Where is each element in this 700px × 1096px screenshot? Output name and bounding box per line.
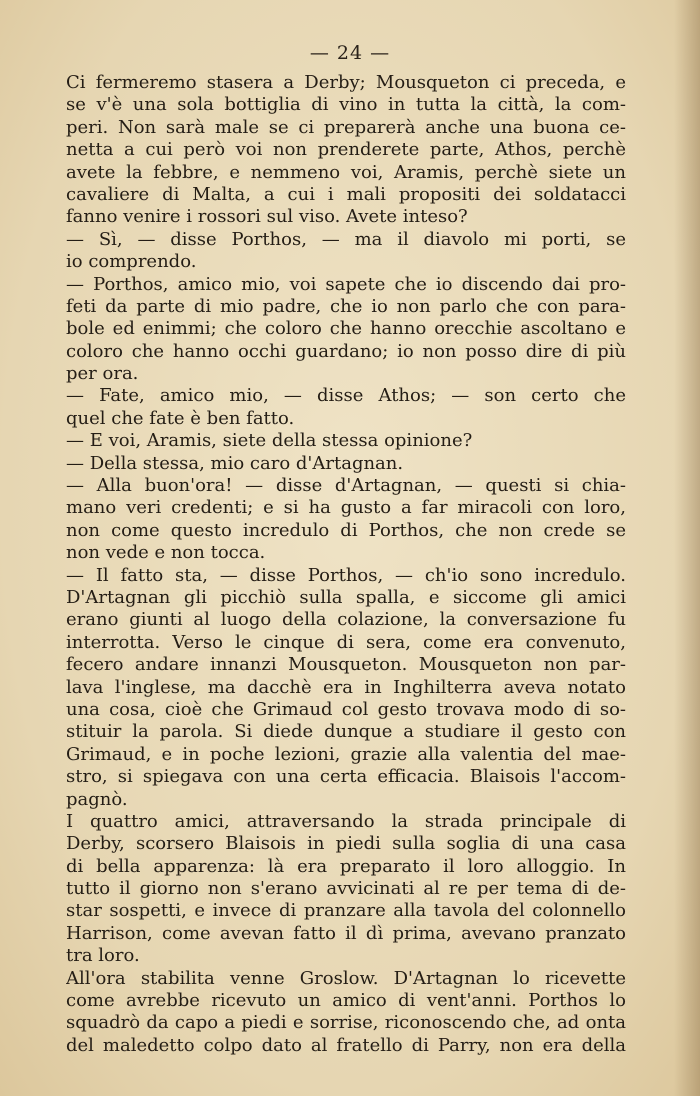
text-line: del maledetto colpo dato al fratello di Parry, non era della <box>66 1034 626 1056</box>
text-line: pagnò. <box>66 788 128 810</box>
text-line: se v'è una sola bottiglia di vino in tutta la città, la com- <box>66 94 626 116</box>
text-line: squadrò da capo a piedi e sorrise, riconoscendo che, ad onta <box>66 1012 626 1034</box>
text-line: — E voi, Aramis, siete della stessa opinione? <box>66 430 473 452</box>
text-line: — Fate, amico mio, — disse Athos; — son certo che <box>66 385 626 407</box>
text-line: avete la febbre, e nemmeno voi, Aramis, perchè siete un <box>66 161 626 183</box>
text-line: tra loro. <box>66 945 140 967</box>
text-line: Derby, scorsero Blaisois in piedi sulla soglia di una casa <box>66 833 626 855</box>
text-line: quel che fate è ben fatto. <box>66 407 295 429</box>
text-line: — Sì, — disse Porthos, — ma il diavolo mi porti, se <box>66 228 626 250</box>
text-line: Grimaud, e in poche lezioni, grazie alla valentia del mae- <box>66 743 626 765</box>
text-line: fecero andare innanzi Mousqueton. Mousqueton non par- <box>66 654 626 676</box>
text-line: per ora. <box>66 363 139 385</box>
text-line: netta a cui però voi non prenderete parte, Athos, perchè <box>66 139 626 161</box>
text-line: interrotta. Verso le cinque di sera, come era convenuto, <box>66 631 626 653</box>
text-line: bole ed enimmi; che coloro che hanno orecchie ascoltano e <box>66 318 626 340</box>
text-line: non come questo incredulo di Porthos, che non crede se <box>66 519 626 541</box>
text-line: Ci fermeremo stasera a Derby; Mousqueton ci preceda, e <box>66 72 626 93</box>
text-line: come avrebbe ricevuto un amico di vent'anni. Porthos lo <box>66 990 626 1012</box>
text-line: una cosa, cioè che Grimaud col gesto trovava modo di so- <box>66 698 626 720</box>
text-line: mano veri credenti; e si ha gusto a far miracoli con loro, <box>66 497 626 519</box>
text-line: star sospetti, e invece di pranzare alla tavola del colonnello <box>66 900 626 922</box>
text-line: All'ora stabilita venne Groslow. D'Artagnan lo ricevette <box>66 967 626 989</box>
text-line: — Porthos, amico mio, voi sapete che io discendo dai pro- <box>66 273 626 295</box>
text-line: coloro che hanno occhi guardano; io non posso dire di più <box>66 340 626 362</box>
text-line: feti da parte di mio padre, che io non parlo che con para- <box>66 295 626 317</box>
text-line: peri. Non sarà male se ci preparerà anche una buona ce- <box>66 116 626 138</box>
text-line: D'Artagnan gli picchiò sulla spalla, e siccome gli amici <box>66 586 626 608</box>
text-line: lava l'inglese, ma dacchè era in Inghilterra aveva notato <box>66 676 626 698</box>
page-number: — 24 — <box>309 42 391 64</box>
body-text <box>66 72 626 1082</box>
text-line: stituir la parola. Si diede dunque a studiare il gesto con <box>66 721 626 743</box>
text-line: non vede e non tocca. <box>66 542 266 564</box>
text-line: cavaliere di Malta, a cui i mali propositi dei soldatacci <box>66 183 626 205</box>
text-line: io comprendo. <box>66 251 197 273</box>
text-line: tutto il giorno non s'erano avvicinati al re per tema di de- <box>66 878 626 900</box>
text-line: — Il fatto sta, — disse Porthos, — ch'io sono incredulo. <box>66 564 626 586</box>
text-line: — Della stessa, mio caro d'Artagnan. <box>66 452 404 474</box>
text-line: erano giunti al luogo della colazione, la conversazione fu <box>66 609 626 631</box>
text-line: I quattro amici, attraversando la strada principale di <box>66 810 626 832</box>
text-line: fanno venire i rossori sul viso. Avete inteso? <box>66 206 468 228</box>
text-line: — Alla buon'ora! — disse d'Artagnan, — questi si chia- <box>66 475 626 497</box>
text-line: stro, si spiegava con una certa efficacia. Blaisois l'accom- <box>66 766 626 788</box>
page-edge-shadow <box>674 0 700 1096</box>
text-line: Harrison, come avevan fatto il dì prima, avevano pranzato <box>66 922 626 944</box>
text-line: di bella apparenza: là era preparato il loro alloggio. In <box>66 855 626 877</box>
